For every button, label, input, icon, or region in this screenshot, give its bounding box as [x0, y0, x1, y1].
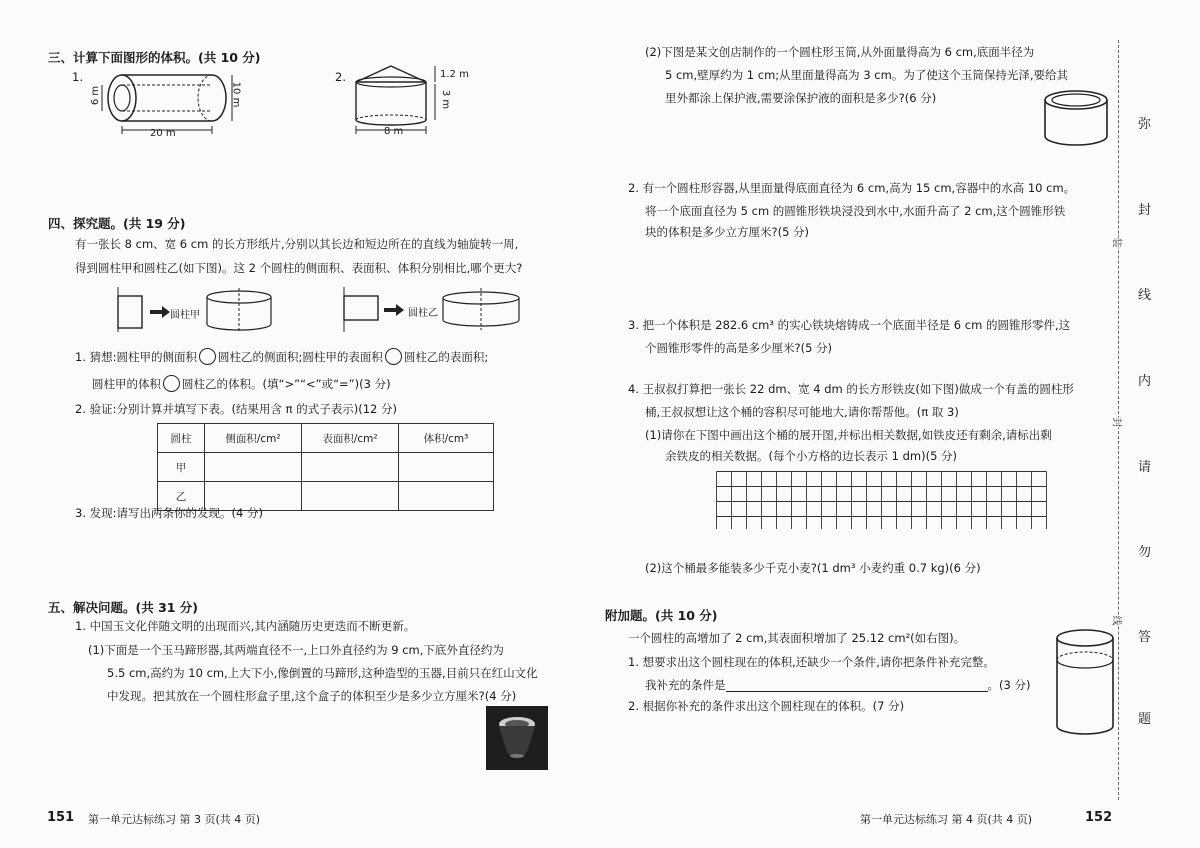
fig1-outer-diameter: 10 m — [230, 81, 242, 108]
table-cell[interactable] — [399, 453, 494, 482]
r-q1-2-line3: 里外都涂上保护液,需要涂保护液的面积是多少?(6 分) — [665, 91, 937, 105]
bonus-line2: 1. 想要求出这个圆柱现在的体积,还缺少一个条件,请你把条件补充完整。 — [628, 655, 995, 669]
r-q3-line1: 3. 把一个体积是 282.6 cm³ 的实心铁块熔铸成一个底面半径是 6 cm 的圆锥形零件,这 — [628, 318, 1071, 332]
section5-line4: 中发现。把其放在一个圆柱形盒子里,这个盒子的体积至少是多少立方厘米?(4 分) — [107, 689, 517, 703]
figure-tall-cylinder — [1050, 626, 1120, 738]
r-q4-line4: 余铁皮的相关数据。(每个小方格的边长表示 1 dm)(5 分) — [665, 449, 958, 463]
seal-mark: 装 — [1111, 238, 1126, 248]
figure-jade-tube — [1040, 86, 1112, 148]
label-cylinder-b: 圆柱乙 — [408, 308, 438, 319]
section5-line1: 1. 中国玉文化伴随文明的出现而兴,其内涵随历史更迭而不断更新。 — [75, 619, 416, 633]
r-q4-line3: (1)请你在下图中画出这个桶的展开图,并标出相关数据,如铁皮还有剩余,请标出剩 — [645, 428, 1052, 442]
r-q4-2-text: (2)这个桶最多能装多少千克小麦?(1 dm³ 小麦约重 0.7 kg)(6 分) — [645, 561, 981, 575]
seal-char: 答 — [1138, 630, 1152, 645]
table-row: 甲 — [158, 453, 494, 482]
bonus-line4: 2. 根据你补充的条件求出这个圆柱现在的体积。(7 分) — [628, 699, 905, 713]
table-cell[interactable] — [399, 482, 494, 511]
table-cell[interactable] — [302, 453, 399, 482]
r-q4-line1: 4. 王叔叔打算把一张长 22 dm、宽 4 dm 的长方形铁皮(如下图)做成一个有盖的圆柱形 — [628, 382, 1074, 396]
record-table — [157, 423, 494, 511]
seal-char: 线 — [1138, 288, 1152, 303]
table-row: 乙 — [158, 482, 494, 511]
fig1-inner-height: 6 m — [90, 85, 102, 106]
r-q2-line1: 2. 有一个圆柱形容器,从里面量得底面直径为 6 cm,高为 15 cm,容器中的水高 10 cm。 — [628, 181, 1076, 195]
square-grid[interactable] — [716, 471, 1052, 529]
bonus-line1: 一个圆柱的高增加了 2 cm,其表面积增加了 25.12 cm²(如右图)。 — [628, 631, 966, 645]
seal-char: 勿 — [1138, 545, 1152, 560]
seal-char: 弥 — [1138, 117, 1152, 132]
bonus-line3: 我补充的条件是 。(3 分) — [645, 678, 1031, 692]
seal-char: 内 — [1138, 374, 1152, 389]
fig2-number: 2. — [335, 70, 346, 84]
seal-char: 封 — [1138, 203, 1152, 218]
r-q3-line2: 个圆锥形零件的高是多少厘米?(5 分) — [645, 341, 833, 355]
label-cylinder-a: 圆柱甲 — [170, 310, 200, 321]
section4-intro-line1: 有一张长 8 cm、宽 6 cm 的长方形纸片,分别以其长边和短边所在的直线为轴旋转一周, — [75, 237, 519, 251]
fig2-width: 8 m — [384, 126, 404, 137]
seal-mark: 封 — [1111, 418, 1126, 428]
page-number-left: 151 — [47, 810, 75, 825]
seal-mark: 线 — [1111, 616, 1126, 626]
section5-line3: 5.5 cm,高约为 10 cm,上大下小,像倒置的马蹄形,这种造型的玉器,目前只在红山文化 — [107, 666, 538, 680]
table-cell[interactable] — [302, 482, 399, 511]
table-header-row: 圆柱 侧面积/cm² 表面积/cm² 体积/cm³ — [158, 424, 494, 453]
r-q2-line3: 块的体积是多少立方厘米?(5 分) — [645, 225, 810, 239]
answer-circle-2[interactable] — [385, 348, 402, 365]
footer-right: 第一单元达标练习 第 4 页(共 4 页) — [860, 813, 1033, 826]
q3-text: 3. 发现:请写出两条你的发现。(4 分) — [75, 506, 263, 520]
q1-line1: 1. 猜想:圆柱甲的侧面积 圆柱乙的侧面积;圆柱甲的表面积 圆柱乙的表面积; — [75, 350, 489, 364]
fig2-cylinder-height: 3 m — [440, 89, 452, 110]
answer-blank[interactable] — [726, 677, 988, 692]
q2-text: 2. 验证:分别计算并填写下表。(结果用含 π 的式子表示)(12 分) — [75, 402, 397, 416]
section3-heading: 三、计算下面图形的体积。(共 10 分) — [48, 50, 261, 65]
r-q1-2-line1: (2)下图是某文创店制作的一个圆柱形玉筒,从外面量得高为 6 cm,底面半径为 — [645, 45, 1035, 59]
footer-left: 第一单元达标练习 第 3 页(共 4 页) — [88, 813, 261, 826]
fig1-number: 1. — [72, 70, 83, 84]
fig2-cone-height: 1.2 m — [440, 69, 469, 80]
page-number-right: 152 — [1085, 810, 1113, 825]
r-q1-2-line2: 5 cm,壁厚约为 1 cm;从里面量得高为 3 cm。为了使这个玉筒保持光泽,要给其 — [665, 68, 1068, 82]
jade-artifact-photo — [486, 706, 548, 770]
bonus-heading: 附加题。(共 10 分) — [605, 608, 718, 623]
answer-circle-1[interactable] — [199, 348, 216, 365]
section4-intro-line2: 得到圆柱甲和圆柱乙(如下图)。这 2 个圆柱的侧面积、表面积、体积分别相比,哪个更大? — [75, 261, 523, 275]
fig1-length: 20 m — [150, 128, 176, 139]
answer-circle-3[interactable] — [163, 375, 180, 392]
table-cell[interactable] — [205, 453, 302, 482]
section4-heading: 四、探究题。(共 19 分) — [48, 216, 186, 231]
r-q4-line2: 桶,王叔叔想让这个桶的容积尽可能地大,请你帮帮他。(π 取 3) — [645, 405, 959, 419]
q1-line2: 圆柱甲的体积 圆柱乙的体积。(填“>”“<”或“=”)(3 分) — [92, 377, 391, 391]
r-q2-line2: 将一个底面直径为 5 cm 的圆锥形铁块浸没到水中,水面升高了 2 cm,这个圆锥形铁 — [645, 204, 1066, 218]
section5-line2: (1)下面是一个玉马蹄形器,其两端直径不一,上口外直径约为 9 cm,下底外直径约为 — [88, 643, 504, 657]
seal-char: 题 — [1138, 712, 1152, 727]
section5-heading: 五、解决问题。(共 31 分) — [48, 600, 199, 615]
seal-char: 请 — [1138, 460, 1152, 475]
